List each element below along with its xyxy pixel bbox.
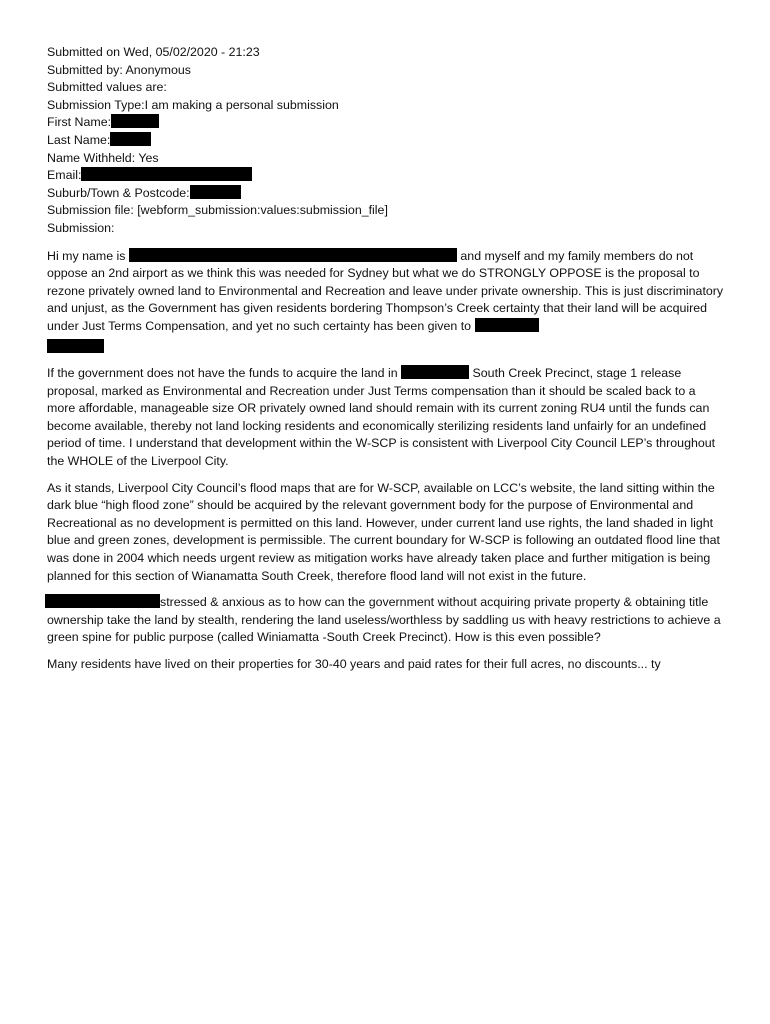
email-row — [47, 167, 727, 185]
first-name-label: First Name: — [47, 115, 112, 130]
redaction-box — [45, 594, 160, 608]
paragraph-1 — [47, 248, 727, 357]
paragraph-2-start: If the government does not have the funds to acquire the land in — [47, 366, 398, 381]
redaction-box — [129, 248, 457, 262]
paragraph-1-text: and myself and my family members do not oppose an 2nd airport as we think this was needed for Sydney but what we do STRONGLY OPPOSE is the proposal to rezone privately owned land to Environmental and Recreation and leave under private ownership. This is just discriminatory and unjust, as the Government has given residents bordering Thompson’s Creek certainty that their land will be acquired under Just Terms Compensation, and yet no such certainty has been given to — [47, 248, 724, 333]
submitted-on-line: Submitted on Wed, 05/02/2020 - 21:23 — [47, 45, 260, 59]
suburb-label: Suburb/Town & Postcode: — [47, 185, 190, 200]
submission-type-line: Submission Type:I am making a personal submission — [47, 97, 339, 112]
submission-label: Submission: — [47, 220, 115, 235]
redaction-box — [47, 339, 104, 353]
last-name-label: Last Name: — [47, 132, 111, 147]
paragraph-3: As it stands, Liverpool City Council’s flood maps that are for W-SCP, available on LCC’s website, the land sitting within the dark blue “high flood zone” should be acquired by the relevant government body for the purpose of Environmental and Recreational as no development is permitted on this land. However, under current land use rights, the land shaded in light blue and green zones, development is permissible. The current boundary for W-SCP is following an outdated flood line that was done in 2004 which needs urgent review as mitigation works have already taken place and further mitigation is being planned for this section of Wianamatta South Creek, therefore flood land will not exist in the future. — [47, 480, 720, 583]
redaction-box — [401, 365, 469, 379]
redaction-box — [110, 132, 151, 146]
first-name-row — [47, 114, 727, 132]
email-label: Email: — [47, 168, 82, 183]
redaction-box — [190, 185, 241, 199]
last-name-row — [47, 132, 727, 150]
paragraph-4 — [47, 594, 727, 647]
redaction-box — [111, 114, 159, 128]
redaction-box — [475, 318, 539, 332]
submitted-by-line: Submitted by: Anonymous — [47, 62, 191, 77]
paragraph-2 — [47, 365, 727, 471]
paragraph-4-text: stressed & anxious as to how can the government without acquiring private property & obtaining title ownership take the land by stealth, rendering the land useless/worthless by saddling us with heavy restrictions to achieve a green spine for public purpose (called Winiamatta -South Creek Precinct). How is this even possible? — [47, 595, 721, 645]
submission-file-line: Submission file: [webform_submission:values:submission_file] — [47, 203, 388, 218]
suburb-row — [47, 185, 727, 203]
document-page — [47, 44, 727, 674]
paragraph-1-start: Hi my name is — [47, 248, 126, 263]
name-withheld-line: Name Withheld: Yes — [47, 150, 159, 165]
paragraph-2-text: South Creek Precinct, stage 1 release proposal, marked as Environmental and Recreation under Just Terms compensation than it should be scaled back to a more affordable, manageable size OR privately owned land should remain with its current zoning RU4 until the funds can become available, thereby not land locking residents and economically sterilizing residents land unfairly for an undefined period of time. I understand that development within the W-SCP is consistent with Liverpool City Council LEP’s throughout the WHOLE of the Liverpool City. — [47, 366, 716, 469]
submitted-values-line: Submitted values are: — [47, 80, 167, 95]
paragraph-5: Many residents have lived on their properties for 30-40 years and paid rates for their full acres, no discounts... ty — [47, 657, 661, 671]
redaction-box — [81, 167, 252, 181]
